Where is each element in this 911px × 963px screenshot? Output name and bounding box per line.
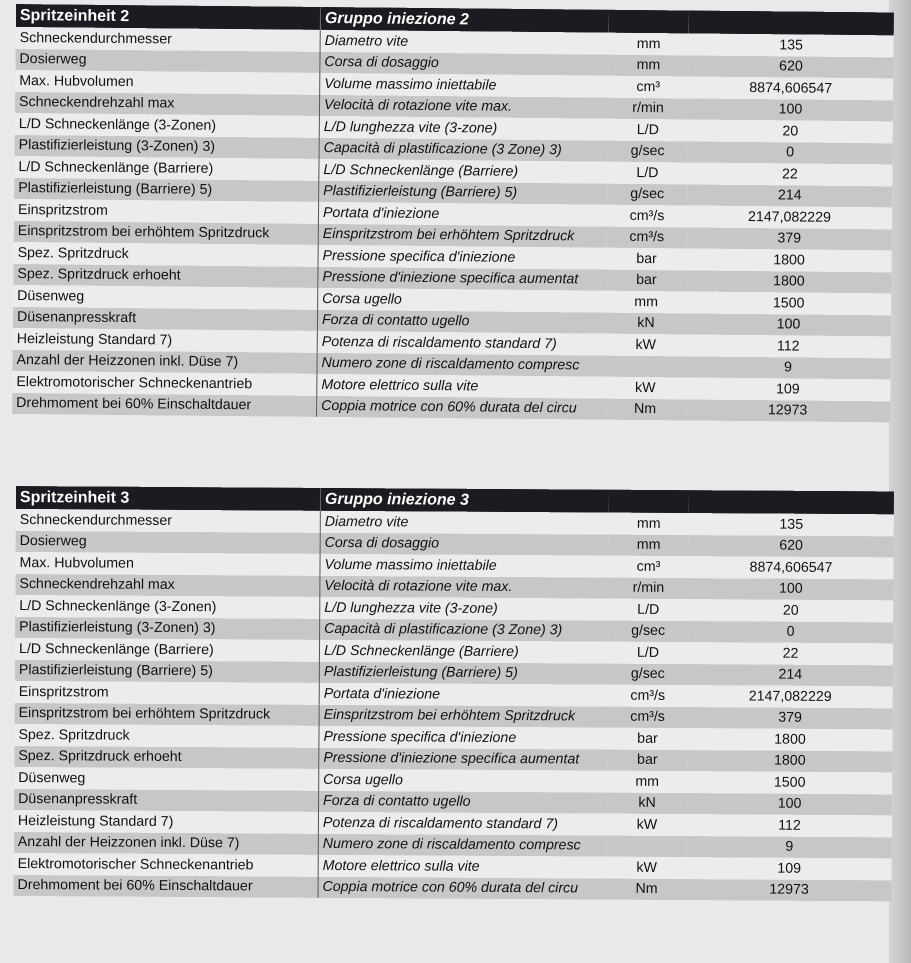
param-label-de: Plastifizierleistung (Barriere) 5) xyxy=(15,659,320,682)
param-unit: cm³ xyxy=(608,76,688,98)
param-label-it: Coppia motrice con 60% durata del circu xyxy=(318,876,607,899)
param-unit: bar xyxy=(606,269,686,291)
param-label-it: Motore elettrico sulla vite xyxy=(318,855,607,878)
param-value: 100 xyxy=(688,578,893,601)
param-unit: g/sec xyxy=(608,140,688,162)
param-label-de: Drehmoment bei 60% Einschaltdauer xyxy=(13,874,318,897)
param-value: 8874,606547 xyxy=(688,556,893,579)
param-label-it: Corsa di dosaggio xyxy=(320,532,609,555)
param-unit: g/sec xyxy=(608,620,688,642)
param-label-de: Anzahl der Heizzonen inkl. Düse 7) xyxy=(14,831,319,854)
param-label-it: Pressione specifica d'iniezione xyxy=(318,245,607,269)
param-label-de: Dosierweg xyxy=(15,48,320,72)
param-label-de: Elektromotorischer Schneckenantrieb xyxy=(14,853,319,876)
param-label-it: Pressione specifica d'iniezione xyxy=(319,726,608,749)
param-unit: kW xyxy=(607,857,687,879)
param-value: 112 xyxy=(687,814,892,837)
param-value: 379 xyxy=(688,707,893,730)
param-label-it: Capacità di plastificazione (3 Zone) 3) xyxy=(320,618,609,641)
param-unit: mm xyxy=(609,33,689,55)
param-unit: mm xyxy=(606,291,686,313)
param-unit xyxy=(607,835,687,857)
spec-table-injection-unit-2 xyxy=(12,4,894,422)
title-de: Spritzeinheit 2 xyxy=(16,4,321,30)
param-unit: kW xyxy=(606,334,686,356)
param-label-it: Corsa ugello xyxy=(319,769,608,792)
param-label-de: Einspritzstrom xyxy=(15,681,320,704)
param-label-de: Schneckendrehzahl max xyxy=(15,91,320,115)
param-label-it: Forza di contatto ugello xyxy=(317,309,606,333)
param-value: 20 xyxy=(688,599,893,622)
param-label-it: Diametro vite xyxy=(320,511,609,534)
header-blank xyxy=(609,10,689,34)
spec-table-injection-unit-3 xyxy=(13,486,893,901)
param-label-it: Pressione d'iniezione specifica aumentat xyxy=(319,747,608,770)
param-label-it: Volume massimo iniettabile xyxy=(320,73,609,97)
param-unit: mm xyxy=(609,513,689,535)
param-label-de: L/D Schneckenlänge (3-Zonen) xyxy=(15,113,320,137)
param-unit: bar xyxy=(606,248,686,270)
param-label-de: Düsenanpresskraft xyxy=(13,306,318,330)
param-unit: mm xyxy=(608,54,688,76)
param-label-de: Heizleistung Standard 7) xyxy=(14,810,319,833)
param-unit: g/sec xyxy=(607,183,687,205)
param-label-de: Plastifizierleistung (3-Zonen) 3) xyxy=(15,134,320,158)
param-label-de: Düsenanpresskraft xyxy=(14,788,319,811)
table-row xyxy=(13,874,891,901)
param-label-de: Anzahl der Heizzonen inkl. Düse 7) xyxy=(12,349,317,373)
param-label-it: Velocità di rotazione vite max. xyxy=(320,575,609,598)
param-value: 214 xyxy=(687,184,892,207)
param-unit: cm³ xyxy=(608,556,688,578)
param-label-it: L/D Schneckenlänge (Barriere) xyxy=(319,159,608,183)
param-unit: Nm xyxy=(606,878,686,900)
param-unit: mm xyxy=(609,534,689,556)
param-value: 12973 xyxy=(685,399,890,422)
param-label-de: Plastifizierleistung (3-Zonen) 3) xyxy=(15,616,320,639)
param-label-it: Plastifizierleistung (Barriere) 5) xyxy=(319,180,608,204)
param-value: 135 xyxy=(689,33,894,56)
param-value: 620 xyxy=(688,55,893,78)
param-value: 2147,082229 xyxy=(688,685,893,708)
param-label-de: Plastifizierleistung (Barriere) 5) xyxy=(14,177,319,201)
param-label-de: Einspritzstrom bei erhöhtem Spritzdruck xyxy=(15,702,320,725)
param-unit: mm xyxy=(607,771,687,793)
param-value: 109 xyxy=(685,377,890,400)
param-value: 112 xyxy=(686,334,891,357)
param-unit: L/D xyxy=(608,642,688,664)
param-value: 0 xyxy=(688,141,893,164)
param-value: 0 xyxy=(688,621,893,644)
param-label-it: Numero zone di riscaldamento compresc xyxy=(317,352,606,376)
param-unit xyxy=(605,355,685,377)
param-unit: kN xyxy=(606,312,686,334)
param-label-it: Corsa ugello xyxy=(318,288,607,312)
param-label-it: Plastifizierleistung (Barriere) 5) xyxy=(319,661,608,684)
param-unit: kW xyxy=(607,814,687,836)
param-label-it: Portata d'iniezione xyxy=(319,683,608,706)
param-label-de: Einspritzstrom bei erhöhtem Spritzdruck xyxy=(14,220,319,244)
param-unit: cm³/s xyxy=(608,685,688,707)
param-label-de: Spez. Spritzdruck erhoeht xyxy=(13,263,318,287)
param-unit: Nm xyxy=(605,398,685,420)
param-label-de: Dosierweg xyxy=(16,530,321,553)
param-value: 379 xyxy=(687,227,892,250)
param-value: 9 xyxy=(687,836,892,859)
param-label-it: Portata d'iniezione xyxy=(318,202,607,226)
param-unit: kN xyxy=(607,792,687,814)
param-unit: g/sec xyxy=(608,663,688,685)
param-label-de: Düsenweg xyxy=(13,285,318,309)
param-unit: r/min xyxy=(608,577,688,599)
param-unit: bar xyxy=(607,749,687,771)
param-value: 100 xyxy=(686,313,891,336)
param-label-de: Max. Hubvolumen xyxy=(15,70,320,94)
param-label-it: Corsa di dosaggio xyxy=(320,51,609,75)
param-label-de: Drehmoment bei 60% Einschaltdauer xyxy=(12,392,317,416)
param-label-de: Einspritzstrom xyxy=(14,199,319,223)
param-label-de: Spez. Spritzdruck xyxy=(14,242,319,266)
param-label-it: Diametro vite xyxy=(320,30,609,54)
header-blank xyxy=(609,490,689,513)
param-value: 1500 xyxy=(687,771,892,794)
param-label-it: Numero zone di riscaldamento compresc xyxy=(318,833,607,856)
param-label-de: Max. Hubvolumen xyxy=(15,552,320,575)
title-de: Spritzeinheit 3 xyxy=(16,486,321,511)
param-label-de: Elektromotorischer Schneckenantrieb xyxy=(12,371,317,395)
param-value: 100 xyxy=(688,98,893,121)
header-blank xyxy=(689,10,894,35)
title-it: Gruppo iniezione 2 xyxy=(320,7,609,33)
param-label-it: L/D lunghezza vite (3-zone) xyxy=(320,597,609,620)
param-label-de: Schneckendurchmesser xyxy=(16,509,321,532)
param-label-it: Coppia motrice con 60% durata del circu xyxy=(317,395,606,419)
param-label-it: Capacità di plastificazione (3 Zone) 3) xyxy=(319,137,608,161)
param-unit: L/D xyxy=(608,599,688,621)
param-unit: cm³/s xyxy=(608,706,688,728)
param-value: 22 xyxy=(688,642,893,665)
param-value: 135 xyxy=(689,513,894,536)
param-label-it: Motore elettrico sulla vite xyxy=(317,374,606,398)
title-it: Gruppo iniezione 3 xyxy=(320,488,609,513)
param-label-de: Spez. Spritzdruck xyxy=(14,724,319,747)
param-value: 100 xyxy=(687,793,892,816)
param-label-it: Potenza di riscaldamento standard 7) xyxy=(317,331,606,355)
param-unit: kW xyxy=(605,377,685,399)
param-label-it: Pressione d'iniezione specifica aumentat xyxy=(318,266,607,290)
param-label-de: Schneckendurchmesser xyxy=(16,27,321,51)
param-label-de: Düsenweg xyxy=(14,767,319,790)
param-value: 1500 xyxy=(686,291,891,314)
param-label-it: Volume massimo iniettabile xyxy=(320,554,609,577)
header-blank xyxy=(689,490,894,514)
param-value: 20 xyxy=(688,119,893,142)
param-unit: L/D xyxy=(608,119,688,141)
param-unit: r/min xyxy=(608,97,688,119)
param-unit: cm³/s xyxy=(607,205,687,227)
param-value: 1800 xyxy=(686,270,891,293)
param-label-de: L/D Schneckenlänge (3-Zonen) xyxy=(15,595,320,618)
param-value: 1800 xyxy=(686,248,891,271)
param-label-it: Einspritzstrom bei erhöhtem Spritzdruck xyxy=(318,223,607,247)
param-unit: bar xyxy=(607,728,687,750)
param-label-de: L/D Schneckenlänge (Barriere) xyxy=(15,638,320,661)
param-value: 2147,082229 xyxy=(687,205,892,228)
param-label-de: Schneckendrehzahl max xyxy=(15,573,320,596)
param-label-it: Forza di contatto ugello xyxy=(319,790,608,813)
param-label-it: L/D Schneckenlänge (Barriere) xyxy=(319,640,608,663)
param-label-de: L/D Schneckenlänge (Barriere) xyxy=(14,156,319,180)
param-value: 1800 xyxy=(687,728,892,751)
param-value: 8874,606547 xyxy=(688,76,893,99)
param-label-it: Einspritzstrom bei erhöhtem Spritzdruck xyxy=(319,704,608,727)
param-value: 214 xyxy=(688,664,893,687)
param-value: 12973 xyxy=(686,879,891,902)
param-label-de: Heizleistung Standard 7) xyxy=(13,328,318,352)
param-value: 620 xyxy=(689,535,894,558)
param-value: 109 xyxy=(687,857,892,880)
param-value: 22 xyxy=(687,162,892,185)
param-unit: cm³/s xyxy=(607,226,687,248)
param-label-it: L/D lunghezza vite (3-zone) xyxy=(319,116,608,140)
param-label-de: Spez. Spritzdruck erhoeht xyxy=(14,745,319,768)
param-label-it: Potenza di riscaldamento standard 7) xyxy=(318,812,607,835)
param-value: 1800 xyxy=(687,750,892,773)
param-value: 9 xyxy=(685,356,890,379)
param-label-it: Velocità di rotazione vite max. xyxy=(319,94,608,118)
param-unit: L/D xyxy=(607,162,687,184)
